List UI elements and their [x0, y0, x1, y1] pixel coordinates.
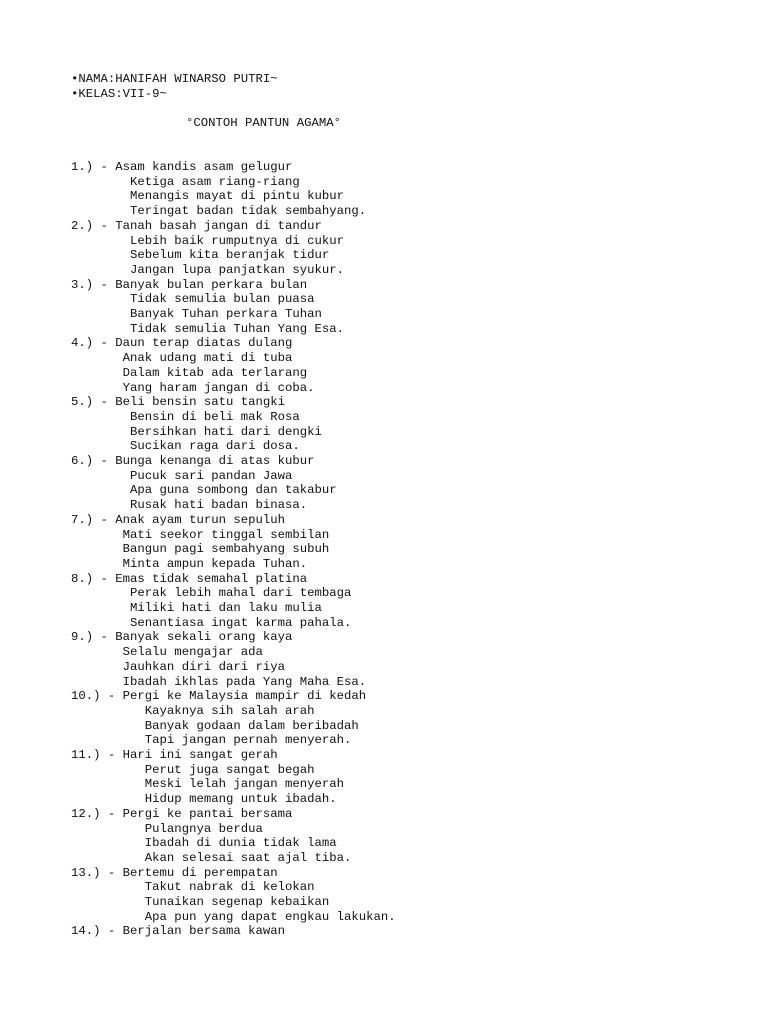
- student-name: •NAMA:HANIFAH WINARSO PUTRI~: [71, 72, 278, 86]
- pantun-line: Tunaikan segenap kebaikan: [71, 895, 330, 909]
- pantun-line: 1.) - Asam kandis asam gelugur: [71, 160, 293, 174]
- pantun-line: Takut nabrak di kelokan: [71, 880, 315, 895]
- pantun-line: Ibadah ikhlas pada Yang Maha Esa.: [71, 674, 367, 689]
- pantun-line: Ketiga asam riang-riang: [71, 174, 300, 189]
- pantun-line: Apa guna sombong dan takabur: [71, 483, 337, 498]
- pantun-line: 11.) - Hari ini sangat gerah: [71, 748, 278, 762]
- pantun-line: Dalam kitab ada terlarang: [71, 365, 308, 380]
- pantun-line: Akan selesai saat ajal tiba.: [71, 850, 352, 865]
- pantun-line: Mati seekor tinggal sembilan: [71, 527, 330, 542]
- pantun-line: Tidak semulia Tuhan Yang Esa.: [71, 321, 345, 336]
- pantun-line: Menangis mayat di pintu kubur: [71, 189, 345, 204]
- pantun-line: Bensin di beli mak Rosa: [71, 409, 300, 424]
- pantun-line: 12.) - Pergi ke pantai bersama: [71, 806, 293, 821]
- pantun-line: 5.) - Beli bensin satu tangki: [71, 395, 286, 410]
- pantun-line: 6.) - Bunga kenanga di atas kubur: [71, 454, 315, 468]
- pantun-line: Pulangnya berdua: [71, 821, 263, 836]
- pantun-line: Tapi jangan pernah menyerah.: [71, 733, 352, 748]
- pantun-line: Kayaknya sih salah arah: [71, 703, 315, 718]
- pantun-line: Bersihkan hati dari dengki: [71, 424, 322, 439]
- pantun-line: Meski lelah jangan menyerah: [71, 777, 345, 792]
- pantun-line: Bangun pagi sembahyang subuh: [71, 542, 330, 557]
- pantun-line: Yang haram jangan di coba.: [71, 380, 315, 395]
- pantun-line: Pucuk sari pandan Jawa: [71, 468, 293, 483]
- pantun-line: 14.) - Berjalan bersama kawan: [71, 924, 286, 939]
- pantun-line: Jangan lupa panjatkan syukur.: [71, 262, 345, 277]
- pantun-line: 4.) - Daun terap diatas dulang: [71, 336, 293, 351]
- pantun-line: 10.) - Pergi ke Malaysia mampir di kedah: [71, 689, 367, 704]
- pantun-line: Perak lebih mahal dari tembaga: [71, 586, 352, 601]
- pantun-line: Jauhkan diri dari riya: [71, 659, 286, 674]
- pantun-line: Minta ampun kepada Tuhan.: [71, 556, 308, 571]
- pantun-line: Hidup memang untuk ibadah.: [71, 792, 337, 807]
- pantun-line: Anak udang mati di tuba: [71, 351, 293, 366]
- pantun-line: Senantiasa ingat karma pahala.: [71, 615, 352, 630]
- pantun-line: Perut juga sangat begah: [71, 762, 315, 777]
- pantun-line: Ibadah di dunia tidak lama: [71, 836, 337, 851]
- pantun-line: Lebih baik rumputnya di cukur: [71, 233, 345, 248]
- pantun-line: 13.) - Bertemu di perempatan: [71, 865, 278, 880]
- pantun-line: 2.) - Tanah basah jangan di tandur: [71, 218, 322, 233]
- student-class: •KELAS:VII-9~: [71, 87, 167, 101]
- pantun-line: 7.) - Anak ayam turun sepuluh: [71, 512, 286, 527]
- pantun-line: Banyak godaan dalam beribadah: [71, 718, 359, 733]
- pantun-line: 9.) - Banyak sekali orang kaya: [71, 630, 293, 645]
- pantun-line: Sucikan raga dari dosa.: [71, 439, 300, 454]
- pantun-line: 8.) - Emas tidak semahal platina: [71, 571, 308, 586]
- pantun-line: Banyak Tuhan perkara Tuhan: [71, 307, 322, 321]
- pantun-line: Rusak hati badan binasa.: [71, 498, 308, 513]
- pantun-line: Sebelum kita beranjak tidur: [71, 248, 330, 263]
- pantun-line: Miliki hati dan laku mulia: [71, 601, 322, 615]
- pantun-line: Selalu mengajar ada: [71, 645, 263, 660]
- pantun-line: Teringat badan tidak sembahyang.: [71, 204, 367, 219]
- pantun-line: Tidak semulia bulan puasa: [71, 292, 315, 307]
- pantun-line: Apa pun yang dapat engkau lakukan.: [71, 909, 396, 924]
- document-title: °CONTOH PANTUN AGAMA°: [186, 116, 341, 130]
- pantun-line: 3.) - Banyak bulan perkara bulan: [71, 277, 308, 292]
